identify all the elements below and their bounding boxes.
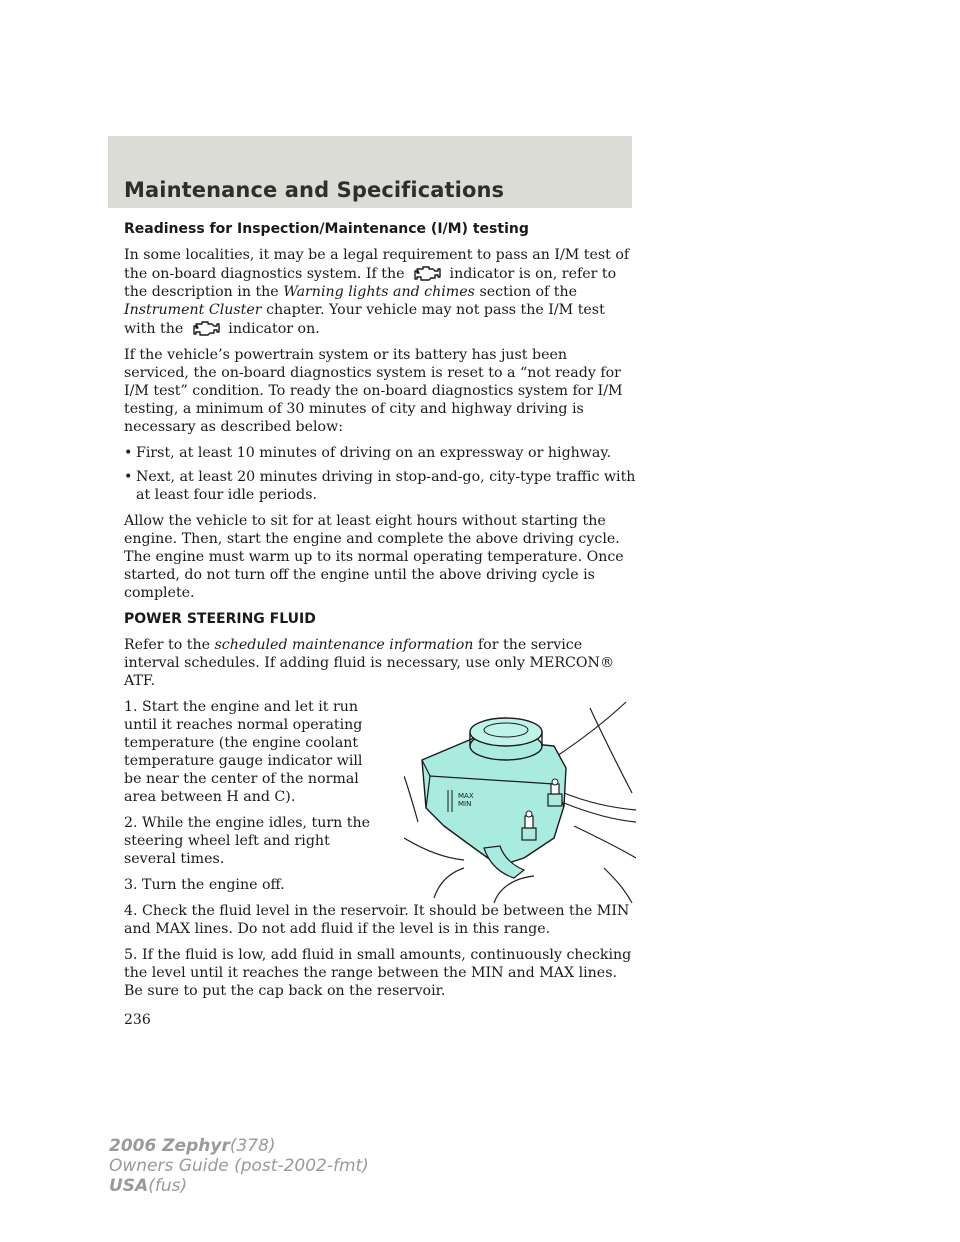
im-p1-text-c: section of the <box>479 284 578 300</box>
footer-model: 2006 Zephyr <box>109 1136 230 1156</box>
warning-lights-reference: Warning lights and chimes <box>283 284 475 300</box>
ps-intro <box>124 636 636 690</box>
instrument-cluster-reference: Instrument Cluster <box>124 302 262 318</box>
min-label: MIN <box>458 800 472 808</box>
step-5: 5. If the fluid is low, add fluid in small amounts, continuously checking the level until it reaches the range between the MIN and MAX lines. Be sure to put the cap back on the reservoir. <box>124 947 632 999</box>
ps-intro-text-a: Refer to the <box>124 637 211 653</box>
steps-with-figure <box>124 698 636 894</box>
step-1: 1. Start the engine and let it run until it reaches normal operating temperature (the engine coolant temperature gauge indicator will be near the center of the normal area between H and C). <box>124 699 363 805</box>
check-engine-icon <box>409 264 445 282</box>
list-item: • First, at least 10 minutes of driving on an expressway or highway. <box>124 444 636 462</box>
check-engine-icon <box>188 319 224 337</box>
document-footer <box>109 1136 369 1196</box>
im-testing-heading: Readiness for Inspection/Maintenance (I/M) testing <box>124 221 529 237</box>
max-label: MAX <box>458 792 474 800</box>
power-steering-heading: POWER STEERING FLUID <box>124 611 316 627</box>
ps-intro-text-b: for the service interval schedules. If adding fluid is necessary, use only MERCON® ATF. <box>124 637 615 689</box>
footer-market-code: (fus) <box>148 1176 188 1196</box>
footer-line-2: Owners Guide (post-2002-fmt) <box>109 1156 369 1176</box>
steps-column <box>124 698 384 894</box>
chapter-header-band <box>108 136 632 208</box>
list-item: • Next, at least 20 minutes driving in stop-and-go, city-type traffic with at least four idle periods. <box>124 468 636 504</box>
page-number: 236 <box>124 1012 151 1028</box>
im-p1-text-b: indicator is on, refer to the description in the <box>124 266 617 300</box>
footer-line-1 <box>109 1136 369 1156</box>
step-2: 2. While the engine idles, turn the steering wheel left and right several times. <box>124 815 371 867</box>
im-p1-text-e: indicator on. <box>228 321 320 337</box>
page-content <box>124 220 636 1008</box>
im-paragraph-2: If the vehicle’s powertrain system or its battery has just been serviced, the on-board diagnostics system is reset to a “not ready for I/M test” condition. To ready the on-board diagnostics system for I/M testing, a minimum of 30 minutes of city and highway driving is necessary as described below: <box>124 347 623 435</box>
im-p1-text-a: In some localities, it may be a legal requirement to pass an I/M test of the on-board diagnostics system. If the <box>124 247 630 282</box>
driving-cycle-list <box>124 444 636 504</box>
footer-market: USA <box>109 1176 149 1196</box>
im-paragraph-1 <box>124 246 636 338</box>
im-p1-text-d: chapter. Your vehicle may not pass the I/M test with the <box>124 302 605 337</box>
im-paragraph-3: Allow the vehicle to sit for at least eight hours without starting the engine. Then, start the engine and complete the above driving cycle. The engine must warm up to its normal operating temperature. Once started, do not turn off the engine until the above driving cycle is complete. <box>124 513 624 601</box>
reservoir-illustration <box>404 698 636 908</box>
step-4: 4. Check the fluid level in the reservoir. It should be between the MIN and MAX lines. Do not add fluid if the level is in this range. <box>124 903 630 937</box>
footer-model-code: (378) <box>229 1136 276 1156</box>
scheduled-maintenance-reference: scheduled maintenance information <box>214 637 474 653</box>
step-3: 3. Turn the engine off. <box>124 877 285 893</box>
footer-line-3 <box>109 1176 369 1196</box>
chapter-title: Maintenance and Specifications <box>124 178 505 202</box>
